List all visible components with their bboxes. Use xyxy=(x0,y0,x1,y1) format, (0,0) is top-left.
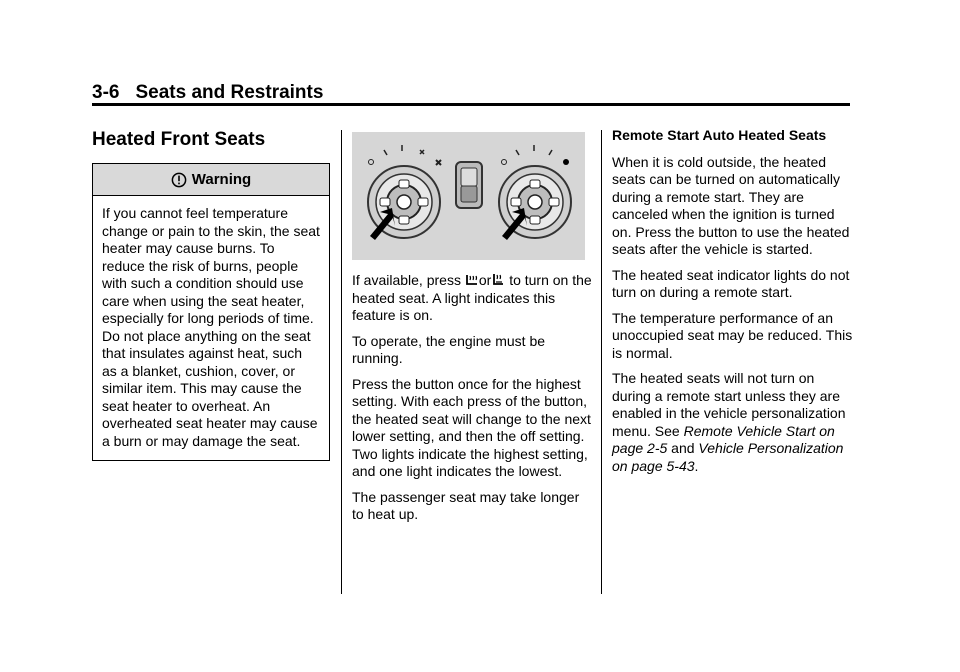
paragraph-press-button: If available, press or to turn on the heated seat. A light indicates this feature is on. xyxy=(352,272,592,323)
section-number: 3-6 xyxy=(92,82,120,103)
column-divider-1 xyxy=(341,130,342,594)
remote-vehicle-start-reference[interactable]: Remote Vehicle Start on page 2-5 xyxy=(612,422,835,456)
remote-start-subheading: Remote Start Auto Heated Seats xyxy=(612,127,827,143)
vehicle-personalization-reference[interactable]: Vehicle Personalization on page 5-43 xyxy=(612,440,844,474)
warning-icon xyxy=(171,172,187,188)
left-climate-knob-illustration xyxy=(368,145,441,238)
middle-column xyxy=(352,132,592,532)
paragraph-temperature: The temperature performance of an unoccupied seat may be reduced. This is normal. xyxy=(612,309,853,361)
column-divider-2 xyxy=(601,130,602,594)
paragraph-indicator-lights: The heated seat indicator lights do not turn on during a remote start. xyxy=(612,266,850,300)
seat-heater-controls-figure xyxy=(352,132,585,260)
warning-box xyxy=(92,163,330,461)
paragraph-settings: Press the button once for the highest setting. With each press of the button, the heated seat will change to the next lower setting, and then the off setting. Two lights indicate the highest setting, and one light indicates the lowest. xyxy=(352,375,591,479)
page-header xyxy=(92,82,850,104)
chapter-title: Seats and Restraints xyxy=(135,82,324,103)
warning-title: Warning xyxy=(191,170,252,188)
paragraph-personalization: The heated seats will not turn on during a remote start unless they are enabled in the vehicle personalization menu. See Remote Vehicle Start on page 2-5 and Vehicle Personalization on page 5-43. xyxy=(612,370,846,474)
paragraph-operate: To operate, the engine must be running. xyxy=(352,332,546,366)
warning-header xyxy=(93,164,329,196)
paragraph-cold-outside: When it is cold outside, the heated seats can be turned on automatically during a remote start. They are canceled when the ignition is turned on. Press the button to use the heated seats after the vehicle is started. xyxy=(612,153,850,257)
left-column xyxy=(92,126,332,461)
heated-cushion-icon xyxy=(465,273,479,287)
right-column xyxy=(612,127,857,483)
heated-seatback-icon xyxy=(491,273,505,287)
right-climate-knob-illustration xyxy=(499,145,571,238)
center-switch-illustration xyxy=(456,162,482,208)
header-rule xyxy=(92,103,850,106)
paragraph-passenger: The passenger seat may take longer to heat up. xyxy=(352,488,580,522)
section-heading: Heated Front Seats xyxy=(92,129,266,150)
warning-text: If you cannot feel temperature change or pain to the skin, the seat heater may cause burns. To reduce the risk of burns, people with such a condition should use care when using the seat heater, especially for long periods of time. Do not place anything on the seat that insulates against heat, such as a blanket, cushion, cover, or similar item. This may cause the seat heater to overheat. An overheated seat heater may cause a burn or may damage the seat. xyxy=(102,205,320,449)
